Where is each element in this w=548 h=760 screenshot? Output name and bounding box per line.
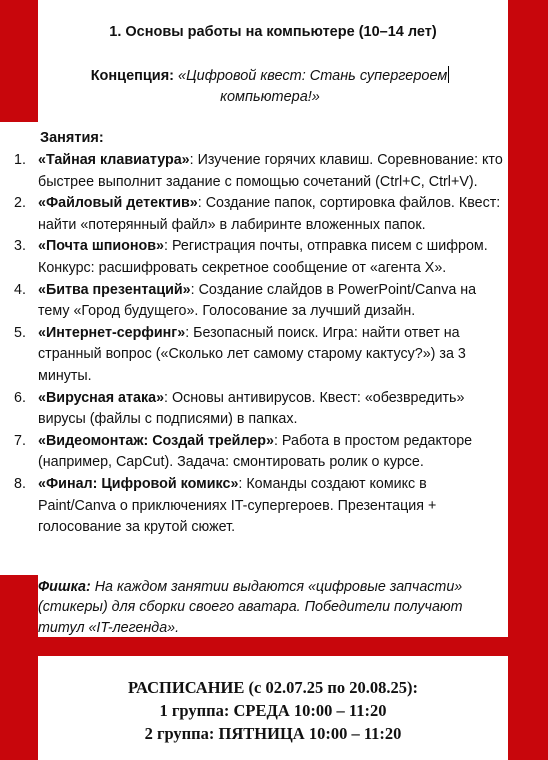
lesson-name: «Почта шпионов» [38,238,165,255]
list-item-number: 1. [14,152,26,168]
lesson-name: «Интернет-серфинг» [38,324,186,341]
schedule-block [38,676,508,745]
list-item-number: 6. [14,389,26,406]
list-item-number: 3. [14,238,26,255]
list-item [14,280,508,323]
schedule-heading: РАСПИСАНИЕ (с 02.07.25 по 20.08.25): [128,678,418,697]
lesson-description: : Безопасный поиск. Игра: найти ответ на странный вопрос («Сколько лет самому старому кактусу?») за 3 минуты. [38,324,466,384]
concept-text: «Цифровой квест: Стань супергероем [178,68,448,84]
lesson-description: : Создание папок, сортировка файлов. Квест: найти «потерянный файл» в лабиринте вложенных папок. [38,195,501,233]
lesson-name: «Файловый детектив» [38,195,198,212]
schedule-group-1: 1 группа: СРЕДА 10:00 – 11:20 [159,701,387,720]
list-item-number: 5. [14,324,26,341]
lesson-name: «Видеомонтаж: Создай трейлер» [38,432,274,449]
fishka-description: На каждом занятии выдаются «цифровые запчасти» (стикеры) для сборки своего аватара. Победители получают титул «IT-легенда». [38,579,463,636]
list-item [14,150,508,193]
lessons-list [14,150,508,539]
text-cursor [448,66,449,83]
document-title: 1. Основы работы на компьютере (10–14 лет) [109,24,437,40]
lessons-heading: Занятия: [40,130,104,146]
concept-block [60,66,480,108]
list-item [14,388,508,431]
lesson-name: «Битва презентаций» [38,281,191,298]
lesson-description: : Работа в простом редакторе (например, CapCut). Задача: смонтировать ролик о курсе. [38,432,473,471]
lesson-description: : Регистрация почты, отправка писем с шифром. Конкурс: расшифровать секретное сообщение от «агента X». [38,238,488,276]
lesson-description: : Команды создают комикс в Paint/Canva о приключениях IT-супергероев. Презентация + голосование за крутой сюжет. [38,475,437,536]
lesson-description: : Основы антивирусов. Квест: «обезвредить» вирусы (файлы с подписями) в папках. [38,389,465,428]
lesson-description: : Изучение горячих клавиш. Соревнование: кто быстрее выполнит задание с помощью сочетаний (Ctrl+C, Ctrl+V). [38,152,503,190]
fishka-label: Фишка: [38,579,91,595]
list-item-number: 8. [14,475,26,492]
schedule-group-2: 2 группа: ПЯТНИЦА 10:00 – 11:20 [144,724,402,743]
list-item-number: 7. [14,432,26,449]
list-item [14,236,508,279]
lesson-name: «Тайная клавиатура» [38,152,190,168]
list-item [14,193,508,236]
list-item-number: 2. [14,195,26,212]
concept-text-line2: компьютера!» [220,89,320,105]
concept-label: Концепция: [90,68,175,84]
list-item [14,431,508,474]
lesson-name: «Финал: Цифровой комикс» [38,475,239,492]
lesson-description: : Создание слайдов в PowerPoint/Canva на тему «Город будущего». Голосование за лучший дизайн. [38,281,477,320]
list-item-number: 4. [14,281,26,298]
list-item [14,474,508,539]
list-item [14,323,508,388]
fishka-note [38,577,508,638]
lesson-name: «Вирусная атака» [38,389,165,406]
